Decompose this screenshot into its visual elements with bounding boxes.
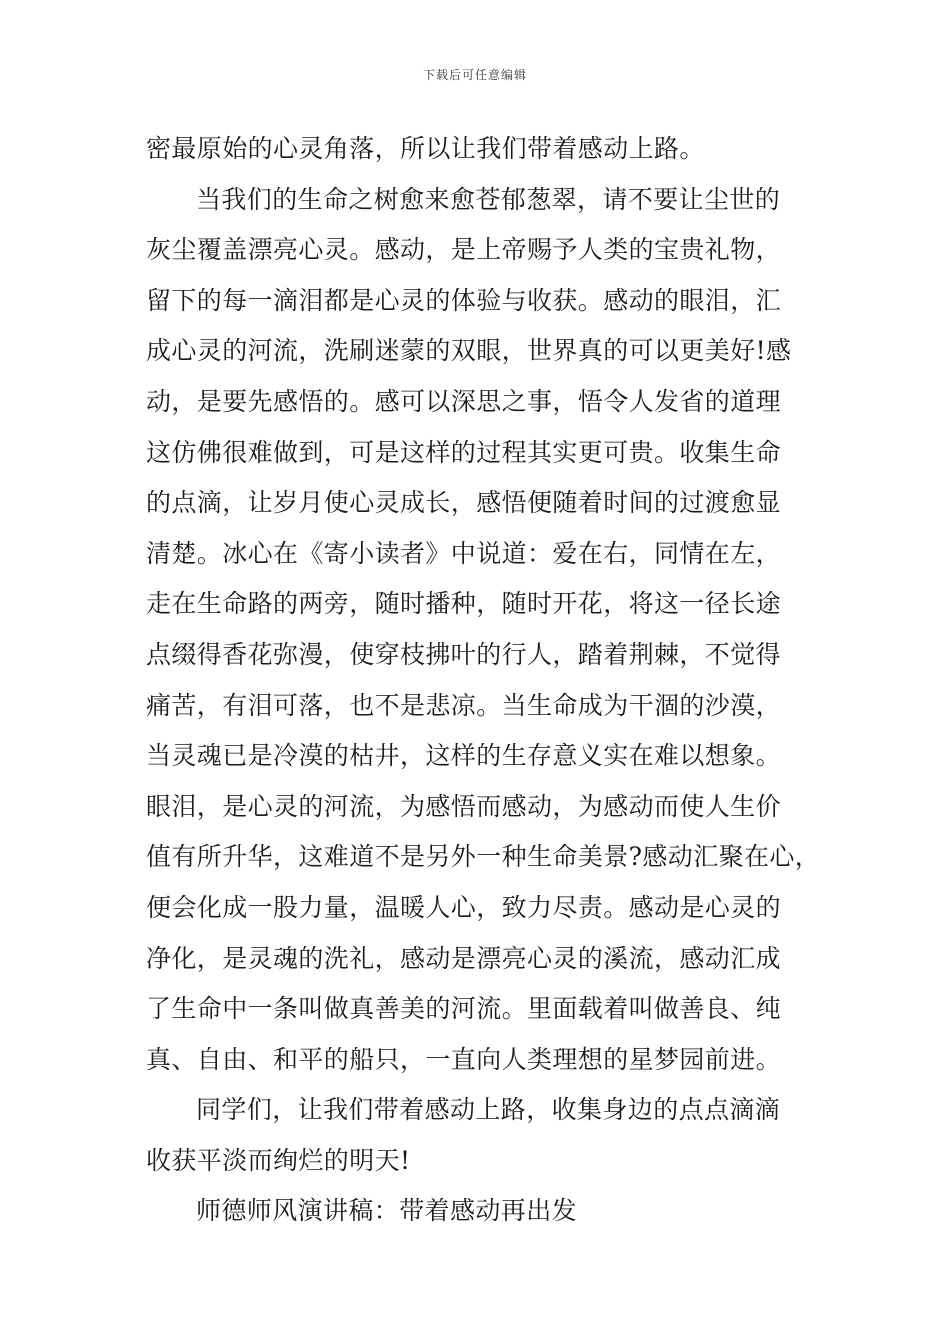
page-header: 下载后可任意编辑 [422, 68, 527, 82]
text-line: 眼泪，是心灵的河流，为感悟而感动，为感动而使人生价 [146, 791, 782, 821]
text-line: 动，是要先感悟的。感可以深思之事，悟令人发省的道理 [146, 386, 782, 416]
text-line: 真、自由、和平的船只，一直向人类理想的星梦园前进。 [146, 1044, 782, 1074]
text-line: 密最原始的心灵角落，所以让我们带着感动上路。 [146, 134, 705, 163]
document-body [146, 124, 826, 1237]
text-line: 成心灵的河流，洗刷迷蒙的双眼，世界真的可以更美好!感 [146, 336, 792, 366]
text-line: 当我们的生命之树愈来愈苍郁葱翠，请不要让尘世的 [196, 184, 781, 214]
section-title: 师德师风演讲稿：带着感动再出发 [196, 1196, 578, 1226]
text-line: 值有所升华，这难道不是另外一种生命美景?感动汇聚在心， [146, 842, 821, 872]
text-line: 清楚。冰心在《寄小读者》中说道：爱在右，同情在左， [146, 538, 782, 568]
text-line: 的点滴，让岁月使心灵成长，感悟便随着时间的过渡愈显 [146, 488, 782, 518]
text-line: 当灵魂已是冷漠的枯井，这样的生存意义实在难以想象。 [146, 741, 782, 771]
text-line: 这仿佛很难做到，可是这样的过程其实更可贵。收集生命 [146, 437, 782, 467]
text-line: 同学们，让我们带着感动上路，收集身边的点点滴滴 [196, 1095, 781, 1125]
text-line: 痛苦，有泪可落，也不是悲凉。当生命成为干涸的沙漠， [146, 690, 782, 720]
text-line: 留下的每一滴泪都是心灵的体验与收获。感动的眼泪，汇 [146, 285, 782, 315]
text-line: 收获平淡而绚烂的明天! [146, 1145, 411, 1175]
text-line: 走在生命路的两旁，随时播种，随时开花，将这一径长途 [146, 589, 782, 619]
text-line: 净化，是灵魂的洗礼，感动是漂亮心灵的溪流，感动汇成 [146, 943, 782, 973]
text-line: 灰尘覆盖漂亮心灵。感动，是上帝赐予人类的宝贵礼物， [146, 235, 782, 265]
text-line: 了生命中一条叫做真善美的河流。里面载着叫做善良、纯 [146, 994, 782, 1024]
text-line: 点缀得香花弥漫，使穿枝拂叶的行人，踏着荆棘，不觉得 [146, 639, 782, 669]
text-line: 便会化成一股力量，温暖人心，致力尽责。感动是心灵的 [146, 892, 782, 922]
